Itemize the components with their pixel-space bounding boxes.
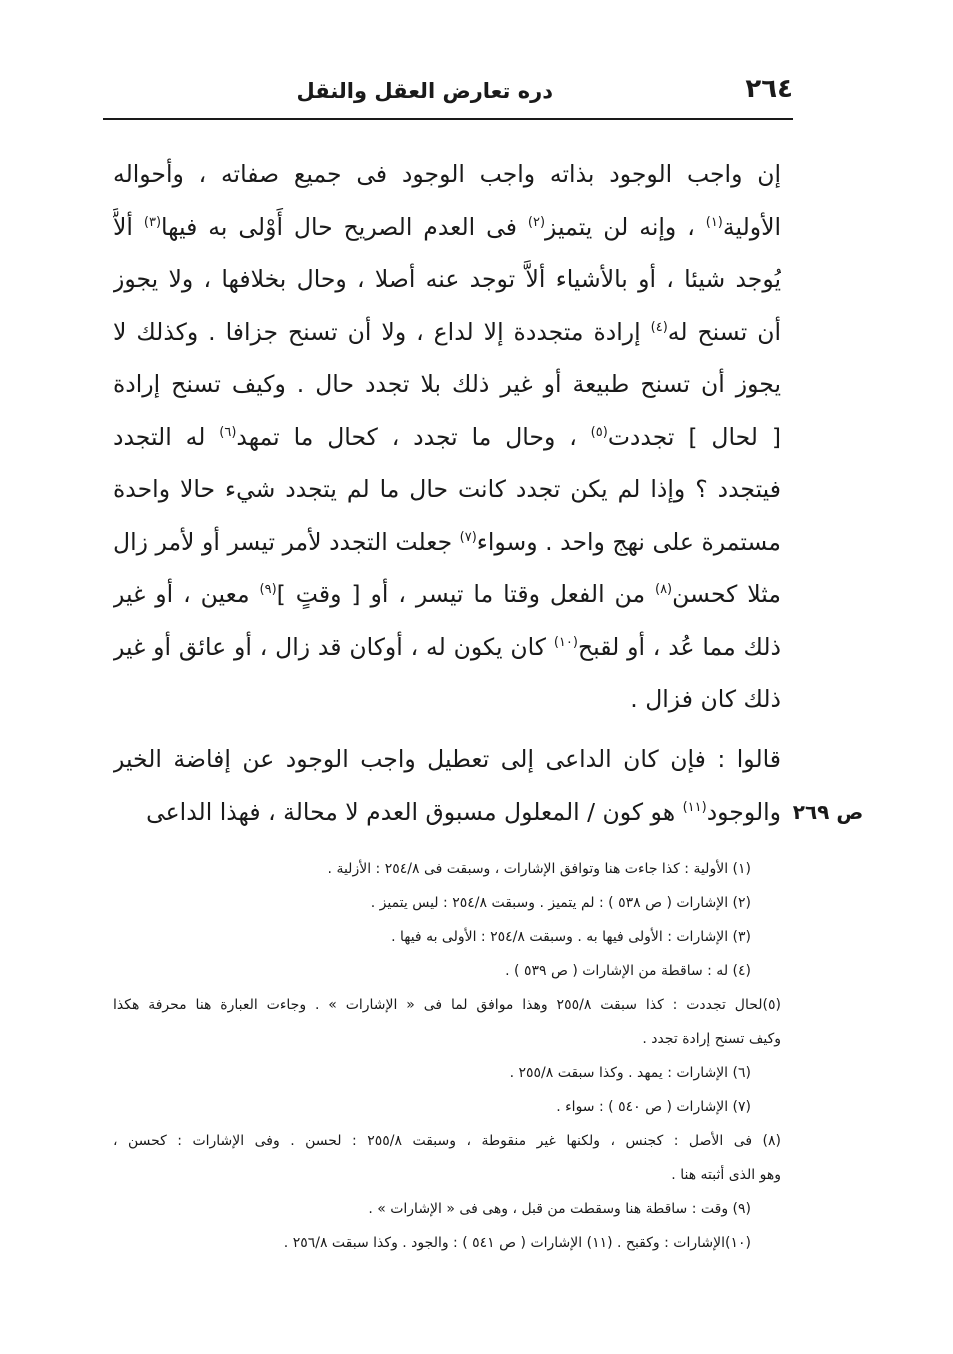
footnote-ref: (٤) [650,319,668,335]
text-segment: [ لحال ] تجددت [607,422,781,451]
text-segment: ذلك مما عُد ، أو لقبح [577,632,781,661]
main-paragraph-2 [113,733,781,838]
text-line [113,253,781,306]
text-segment: من الفعل وقتا ما تيسر ، أو [ وقتٍ ] [276,580,655,608]
text-line [113,568,781,621]
text-segment: مستمرة على نهج واحد . وسواء [476,527,781,556]
page-header [103,70,793,114]
main-paragraph-1 [113,148,781,726]
footnote-ref: (٧) [459,529,477,545]
text-segment: ، وإنه لن يتميز [545,212,706,241]
footnotes [113,852,781,1260]
text-segment: له التجدد [113,422,220,451]
text-line [113,621,781,674]
text-line [113,411,781,464]
text-segment: ألاَّ [113,212,144,241]
text-segment: أن تسنح له [667,317,781,346]
text-line [113,463,781,516]
text-segment: قالوا : فإن كان الداعى إلى تعطيل واجب الوجود عن إفاضة الخير [113,745,781,773]
footnote: (١٠)الإشارات : وكقبح . (١١) الإشارات ( ص ٥٤١ ) : والجود . وكذا سبقت ٢٥٦/٨ . [283,1235,751,1251]
text-segment: يُوجد شيئا ، أو بالأشياء ألاَّ توجد عنه أصلا ، وحال بخلافها ، ولا يجوز [113,265,781,293]
text-line [113,358,781,411]
text-line [113,306,781,359]
text-segment: مثلا كحسن [672,580,781,608]
footnote-ref: (١٠) [553,634,578,650]
footnote-ref: (٣) [143,214,162,230]
footnote: (٩) وقت : ساقطة هنا وسقطت من قبل ، وهى فى « الإشارات » . [368,1201,751,1217]
text-segment: جعلت التجدد لأمر تيسر أو لأمر زال [113,527,460,556]
text-segment: الأولية [722,212,781,241]
footnote: (٢) الإشارات ( ص ٥٣٨ ) : لم يتميز . وسبقت ٢٥٤/٨ : ليس يتميز . [370,895,751,911]
text-segment: ذلك كان فزال . [630,685,781,713]
footnote: وهو الذى أثبته هنا . [671,1167,781,1183]
text-line [113,733,781,786]
text-line [113,786,781,839]
footnote: (٥)لحال تجددت : كذا سبقت ٢٥٥/٨ وهذا موافق لما فى « الإشارات » . وجاءت العبارة هنا محرفة هكذا [113,997,781,1013]
footnote-ref: (٩) [259,582,277,598]
text-segment: إرادة متجددة إلا لداع ، ولا أن تسنح جزافا . وكذلك لا [113,317,651,346]
text-segment: معين ، أو غير [113,580,260,608]
text-segment: فى العدم الصريح حال أَوْلى به فيها [161,212,528,241]
footnote-ref: (٢) [527,214,546,230]
text-line [113,673,781,726]
text-line [113,201,781,254]
footnote-ref: (٥) [590,424,608,440]
text-line [113,148,781,201]
text-segment: إن واجب الوجود بذاته واجب الوجود فى جميع صفاته ، وأحواله [113,160,781,188]
footnote: (٣) الإشارات : الأولى فيها به . وسبقت ٢٥٤/٨ : الأولى به فيها . [391,929,751,945]
footnote-ref: (٨) [654,582,673,598]
footnote: (١) الأولية : كذا جاءت هنا وتوافق الإشارات ، وسبقت فى ٢٥٤/٨ : الأزلية . [327,861,751,877]
footnote: وكيف تسنح إرادة تجدد . [642,1031,781,1047]
footnote: (٨) فى الأصل : كجنس ، ولكنها غير منقوطة ، وسبقت ٢٥٥/٨ : لحسن . وفى الإشارات : كحسن ، [113,1133,781,1149]
text-segment: ، وحال ما تجدد ، كحال ما تمهد [236,422,591,451]
text-line [113,516,781,569]
text-segment: فيتجدد ؟ وإذا لم يكن تجدد كانت حال ما لم يتجدد شيء حالا واحدة [113,475,781,503]
footnote: (٧) الإشارات ( ص ٥٤٠ ) : سواء . [556,1099,751,1115]
header-rule [103,118,793,120]
footnote: (٤) له : ساقطة من الإشارات ( ص ٥٣٩ ) . [505,963,751,979]
running-title: دره تعارض العقل والنقل [296,79,553,103]
footnote-ref: (١) [705,214,723,230]
text-segment: هو كون / المعلول مسبوق العدم لا محالة ، فهذا الداعى [146,797,683,826]
page-number: ٢٦٤ [745,74,793,104]
text-segment: يجوز أن تسنح طبيعة أو غير ذلك بلا تجدد حال . وكيف تسنح إرادة [113,370,781,398]
text-segment: كان يكون له ، أوكان قد زال ، أو عائق أو غير [113,632,554,661]
footnote-ref: (١١) [682,799,707,815]
margin-page-reference: ص ٢٦٩ [792,800,864,824]
text-segment: والوجود [706,797,781,826]
footnote: (٦) الإشارات : يمهد . وكذا سبقت ٢٥٥/٨ . [509,1065,751,1081]
footnote-ref: (٦) [219,424,237,440]
